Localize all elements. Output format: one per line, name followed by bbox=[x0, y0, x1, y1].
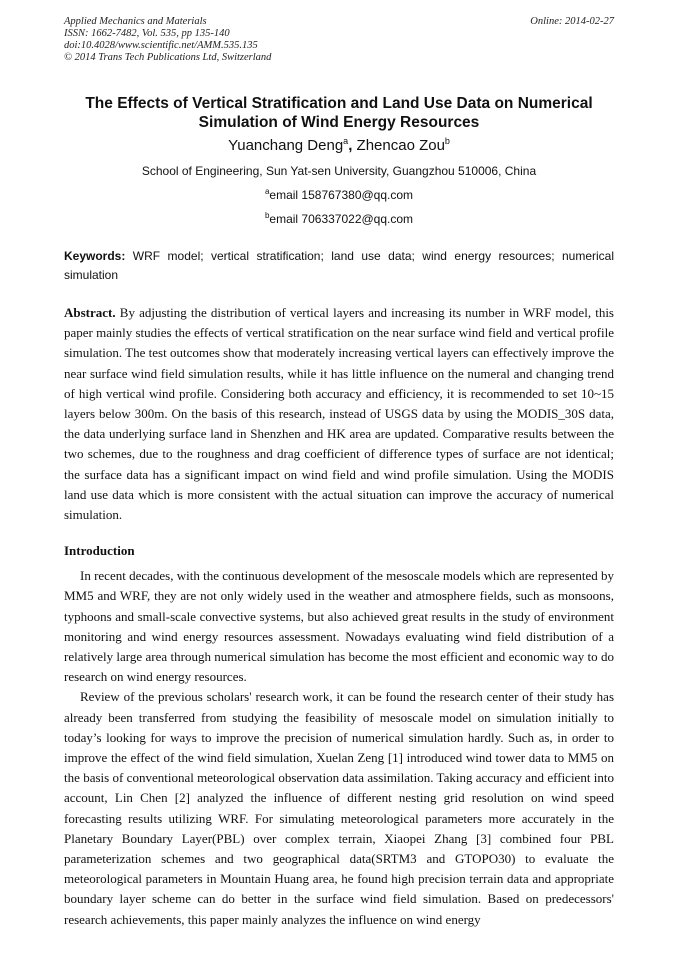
issn-line: ISSN: 1662-7482, Vol. 535, pp 135-140 bbox=[64, 28, 230, 39]
email-text: email 706337022@qq.com bbox=[269, 212, 414, 226]
doi-line: doi:10.4028/www.scientific.net/AMM.535.135 bbox=[64, 40, 258, 51]
keywords-label: Keywords: bbox=[64, 249, 126, 263]
body-paragraph: Review of the previous scholars' research work, it can be found the research center of their study has already been transferred from studying the feasibility of mesoscale model on simulation initially to today’s looking for ways to improve the precision of numerical simulation hardly. Such as, in order to improve the effect of the wind field simulation, Xuelan Zeng [1] introduced wind tower data to MM5 on the basis of conventional meteorological observation data assimilation. Taking accuracy and efficient into account, Lin Chen [2] analyzed the influence of different nesting grid resolution on wind speed forecasting results utilizing WRF. For simulating meteorological parameters more accurately in the Planetary Boundary Layer(PBL) over complex terrain, Xiaopei Zhang [3] combined four PBL parameterization schemes and two geographical data(SRTM3 and GTOPO30) to evaluate the meteorological parameters in Mountain Huang area, he found high precision terrain data and appropriate boundary layer scheme can do better in the surface wind field simulation. Based on predecessors' research achievements, this paper mainly analyzes the influence on wind energy bbox=[64, 689, 614, 927]
keywords bbox=[64, 247, 614, 285]
email-mark: a bbox=[264, 187, 270, 196]
author-name: Zhencao Zou bbox=[356, 137, 445, 154]
author-affiliation-mark: a bbox=[343, 136, 349, 146]
email-text: email 158767380@qq.com bbox=[269, 188, 414, 202]
publication-info bbox=[64, 16, 271, 64]
author-name: Yuanchang Deng bbox=[228, 137, 344, 154]
author-email bbox=[64, 212, 614, 226]
abstract-label: Abstract. bbox=[64, 305, 116, 320]
section-heading-introduction: Introduction bbox=[64, 543, 135, 559]
online-date: Online: 2014-02-27 bbox=[530, 16, 614, 27]
keywords-text: WRF model; vertical stratification; land use data; wind energy resources; numerical simulation bbox=[64, 249, 614, 282]
abstract-text: By adjusting the distribution of vertical layers and increasing its number in WRF model, this paper mainly studies the effects of vertical stratification on the near surface wind field and vertical profile simulation. The test outcomes show that moderately increasing vertical layers can effectively improve the near surface wind field simulation results, while it has little influence on the numeral and changing trend of high vertical wind profile. Considering both accuracy and efficiency, it is recommended to set 10~15 layers below 300m. On the basis of this research, instead of USGS data by using the MODIS_30S data, the data underlying surface land in Shenzhen and HK area are updated. Comparative results between the two schemes, due to the roughness and drag coefficient of difference types of surface are not identical; the surface data has a significant impact on wind field and wind profile simulation. Using the MODIS land use data which is more consistent with the actual situation can improve the accuracy of numerical simulation. bbox=[64, 305, 614, 523]
author-affiliation-mark: b bbox=[444, 136, 450, 146]
affiliation: School of Engineering, Sun Yat-sen University, Guangzhou 510006, China bbox=[141, 164, 537, 178]
author-email bbox=[64, 188, 614, 202]
copyright-line: © 2014 Trans Tech Publications Ltd, Switzerland bbox=[64, 52, 272, 63]
abstract bbox=[64, 303, 614, 525]
email-mark: b bbox=[264, 211, 270, 220]
author-separator: , bbox=[348, 137, 357, 154]
author-list bbox=[64, 137, 614, 155]
journal-name: Applied Mechanics and Materials bbox=[64, 16, 207, 27]
paper-title: The Effects of Vertical Stratification and Land Use Data on Numerical Simulation of Wind Energy Resources bbox=[85, 95, 593, 131]
body-paragraph: In recent decades, with the continuous development of the mesoscale models which are represented by MM5 and WRF, they are not only widely used in the weather and atmosphere fields, such as monsoons, typhoons and small-scale convective systems, but also achieved great results in the study of environment monitoring and wind energy resources assessment. Nowadays evaluating wind field distribution of a relatively large area through numerical simulation has become the most efficient and economic way to do research on wind energy resources. bbox=[64, 568, 614, 685]
page-header bbox=[64, 16, 614, 64]
